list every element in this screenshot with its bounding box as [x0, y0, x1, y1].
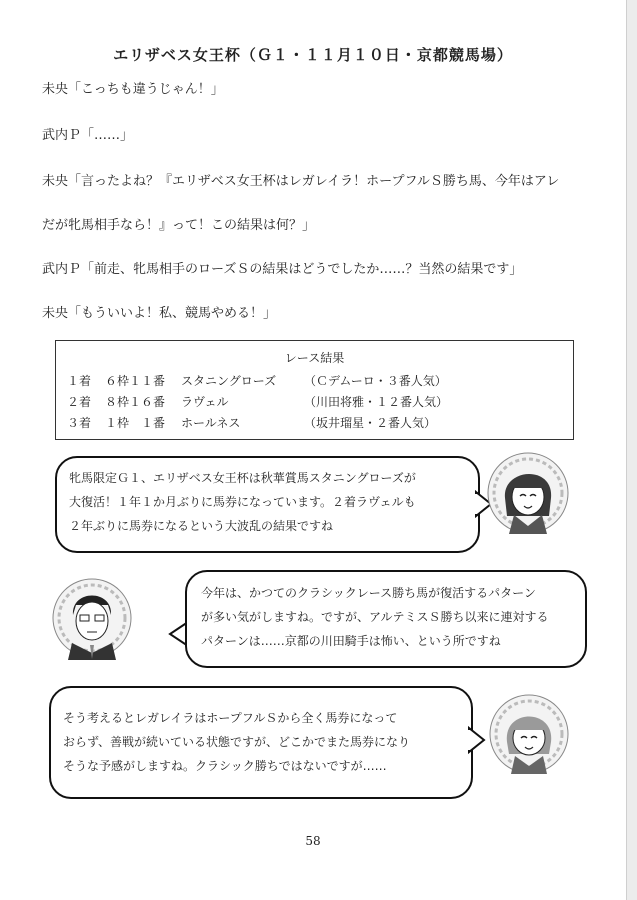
- result-info: （川田将雅・１２番人気）: [304, 395, 449, 409]
- dialogue-line: 武内Ｐ「……」: [42, 128, 134, 143]
- result-number: ６枠１１番: [105, 374, 166, 388]
- dialogue-line: 未央「言ったよね？『エリザベス女王杯はレガレイラ！ホープフルＳ勝ち馬、今年はアレ: [42, 174, 560, 189]
- page-edge: [626, 0, 637, 900]
- result-place: １着: [67, 374, 92, 388]
- girl-avatar-icon: [489, 692, 569, 776]
- result-place: ２着: [67, 395, 92, 409]
- result-horse: スタニングローズ: [181, 374, 277, 388]
- dialogue-line: 未央「こっちも違うじゃん！」: [42, 82, 224, 97]
- man-avatar-icon: [52, 575, 132, 661]
- page-title: エリザベス女王杯（Ｇ１・１１月１０日・京都競馬場）: [113, 46, 513, 64]
- dialogue-line: 武内Ｐ「前走、牝馬相手のローズＳの結果はどうでしたか……？当然の結果です」: [42, 262, 523, 277]
- page-number: 58: [305, 834, 321, 848]
- result-number: １枠 １番: [105, 416, 166, 430]
- result-place: ３着: [67, 416, 92, 430]
- dialogue-line: だが牝馬相手なら！』って！この結果は何？」: [42, 218, 316, 233]
- race-results-box: [55, 340, 574, 440]
- result-number: ８枠１６番: [105, 395, 166, 409]
- speech-bubble: [185, 570, 587, 668]
- girl-avatar-icon: [487, 450, 569, 536]
- speech-text: そう考えるとレガレイラはホープフルＳから全く馬券になって おらず、善戦が続いている状態ですが、どこかでまた馬券になり そうな予感がしますね。クラシック勝ちではないですが……: [63, 711, 411, 773]
- speech-text: 牝馬限定Ｇ１、エリザベス女王杯は秋華賞馬スタニングローズが 大復活！１年１か月ぶりに馬券になっています。２着ラヴェルも ２年ぶりに馬券になるという大波乱の結果ですね: [69, 471, 416, 533]
- speech-bubble: [49, 686, 473, 799]
- result-info: （Ｃデムーロ・３番人気）: [304, 374, 447, 388]
- speech-tail: [469, 728, 485, 758]
- speech-text: 今年は、かつてのクラシックレース勝ち馬が復活するパターン が多い気がしますね。ですが、アルテミスＳ勝ち以来に連対する パターンは……京都の川田騎手は怖い、という所ですね: [201, 586, 549, 648]
- result-info: （坂井瑠星・２番人気）: [304, 416, 437, 430]
- result-horse: ホールネス: [181, 416, 241, 430]
- speech-bubble: [55, 456, 480, 553]
- dialogue-line: 未央「もういいよ！私、競馬やめる！」: [42, 306, 277, 321]
- results-heading: レース結果: [284, 351, 345, 365]
- result-horse: ラヴェル: [181, 395, 229, 409]
